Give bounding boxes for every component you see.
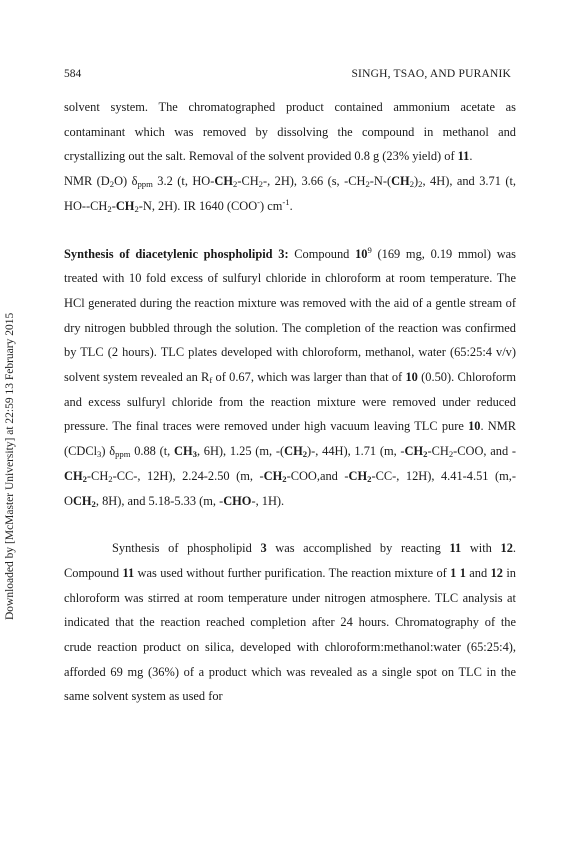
compound-ref: 1 1	[450, 565, 466, 580]
compound-ref: 11	[122, 565, 135, 580]
compound-ref: 12	[500, 541, 513, 556]
compound-ref: 10	[355, 246, 368, 261]
compound-ref: 10	[405, 370, 418, 385]
section-heading: Synthesis of diacetylenic phospholipid 3:	[64, 246, 289, 261]
compound-ref: 10	[468, 419, 481, 434]
paragraph-2: Synthesis of diacetylenic phospholipid 3: Compound $10^9$ (169 mg, 0.19 mmol) was treated with 10 fold excess of sulfuryl chloride in chloroform at room temperature. The HCl generated during the reaction mixture was removed with the aid of a gentle stream of dry nitrogen bubbled through the solution. The completion of the reaction was confirmed by TLC (2 hours). TLC plates developed with chloroform, methanol, water (65:25:4 v/v) solvent system revealed an $R_f$ of 0.67, which was larger than that of 10 (0.50). Chloroform and excess sulfuryl chloride from the reaction mixture were removed under reduced pressure. The final traces were removed under high vacuum leaving TLC pure 10. NMR (CDCl$_3$) $\delta_{ppm}$ 0.88 (t, $CH_3$, 6H), 1.25 (m, $-(CH_2)-$, 44H), 1.71 (m, $-CH_2-CH_2$-COO, and $-CH_2-CH_2-CC-$, 12H), 2.24-2.50 (m, $-CH_2-COO,and$ $-CH_2-CC-$, 12H), 4.41-4.51 ($m,-OCH_2$, 8H), and 5.18-5.33 (m, -CHO-, 1H).	[64, 244, 517, 509]
citation-ref: 9	[367, 244, 372, 255]
running-head: SINGH, TSAO, AND PURANIK	[351, 68, 511, 80]
body-text	[64, 95, 516, 709]
page-header	[64, 68, 511, 84]
compound-ref: 3	[260, 541, 267, 556]
download-watermark: Downloaded by [McMaster University] at 22:59 13 February 2015	[4, 312, 16, 620]
page-number: 584	[64, 68, 82, 80]
paragraph-3: Synthesis of phospholipid 3 was accomplished by reacting 11 with 12. Compound 11 was used without further purification. The reaction mixture of 1 1 and 12 in chloroform was stirred at room temperature under nitrogen atmosphere. TLC analysis at indicated that the reaction reached completion after 24 hours. Chromatography of the crude reaction product on silica, developed with chloroform:methanol:water (65:25:4), afforded 69 mg (36%) of a product which was revealed as a single spot on TLC in the same solvent system as used for	[64, 541, 516, 704]
compound-ref: 12	[490, 565, 503, 580]
paragraph-1: solvent system. The chromatographed product contained ammonium acetate as contaminant which was removed by dissolving the compound in methanol and crystallizing out the salt. Removal of the solvent provided 0.8 g (23% yield) of 11. NMR $(D_2O)$ $\delta_{ppm}$ 3.2 (t, $HO-CH_2-CH_2-$, 2H), 3.66 (s, $-CH_2-N-(CH_2)_2$, 4H), and 3.71 (t, $HO--CH_2-CH_2-N$, 2H). IR 1640 (COO-) $cm^{-1}$.	[64, 100, 516, 214]
compound-ref: 11	[449, 541, 462, 556]
compound-ref: 11	[457, 149, 470, 164]
